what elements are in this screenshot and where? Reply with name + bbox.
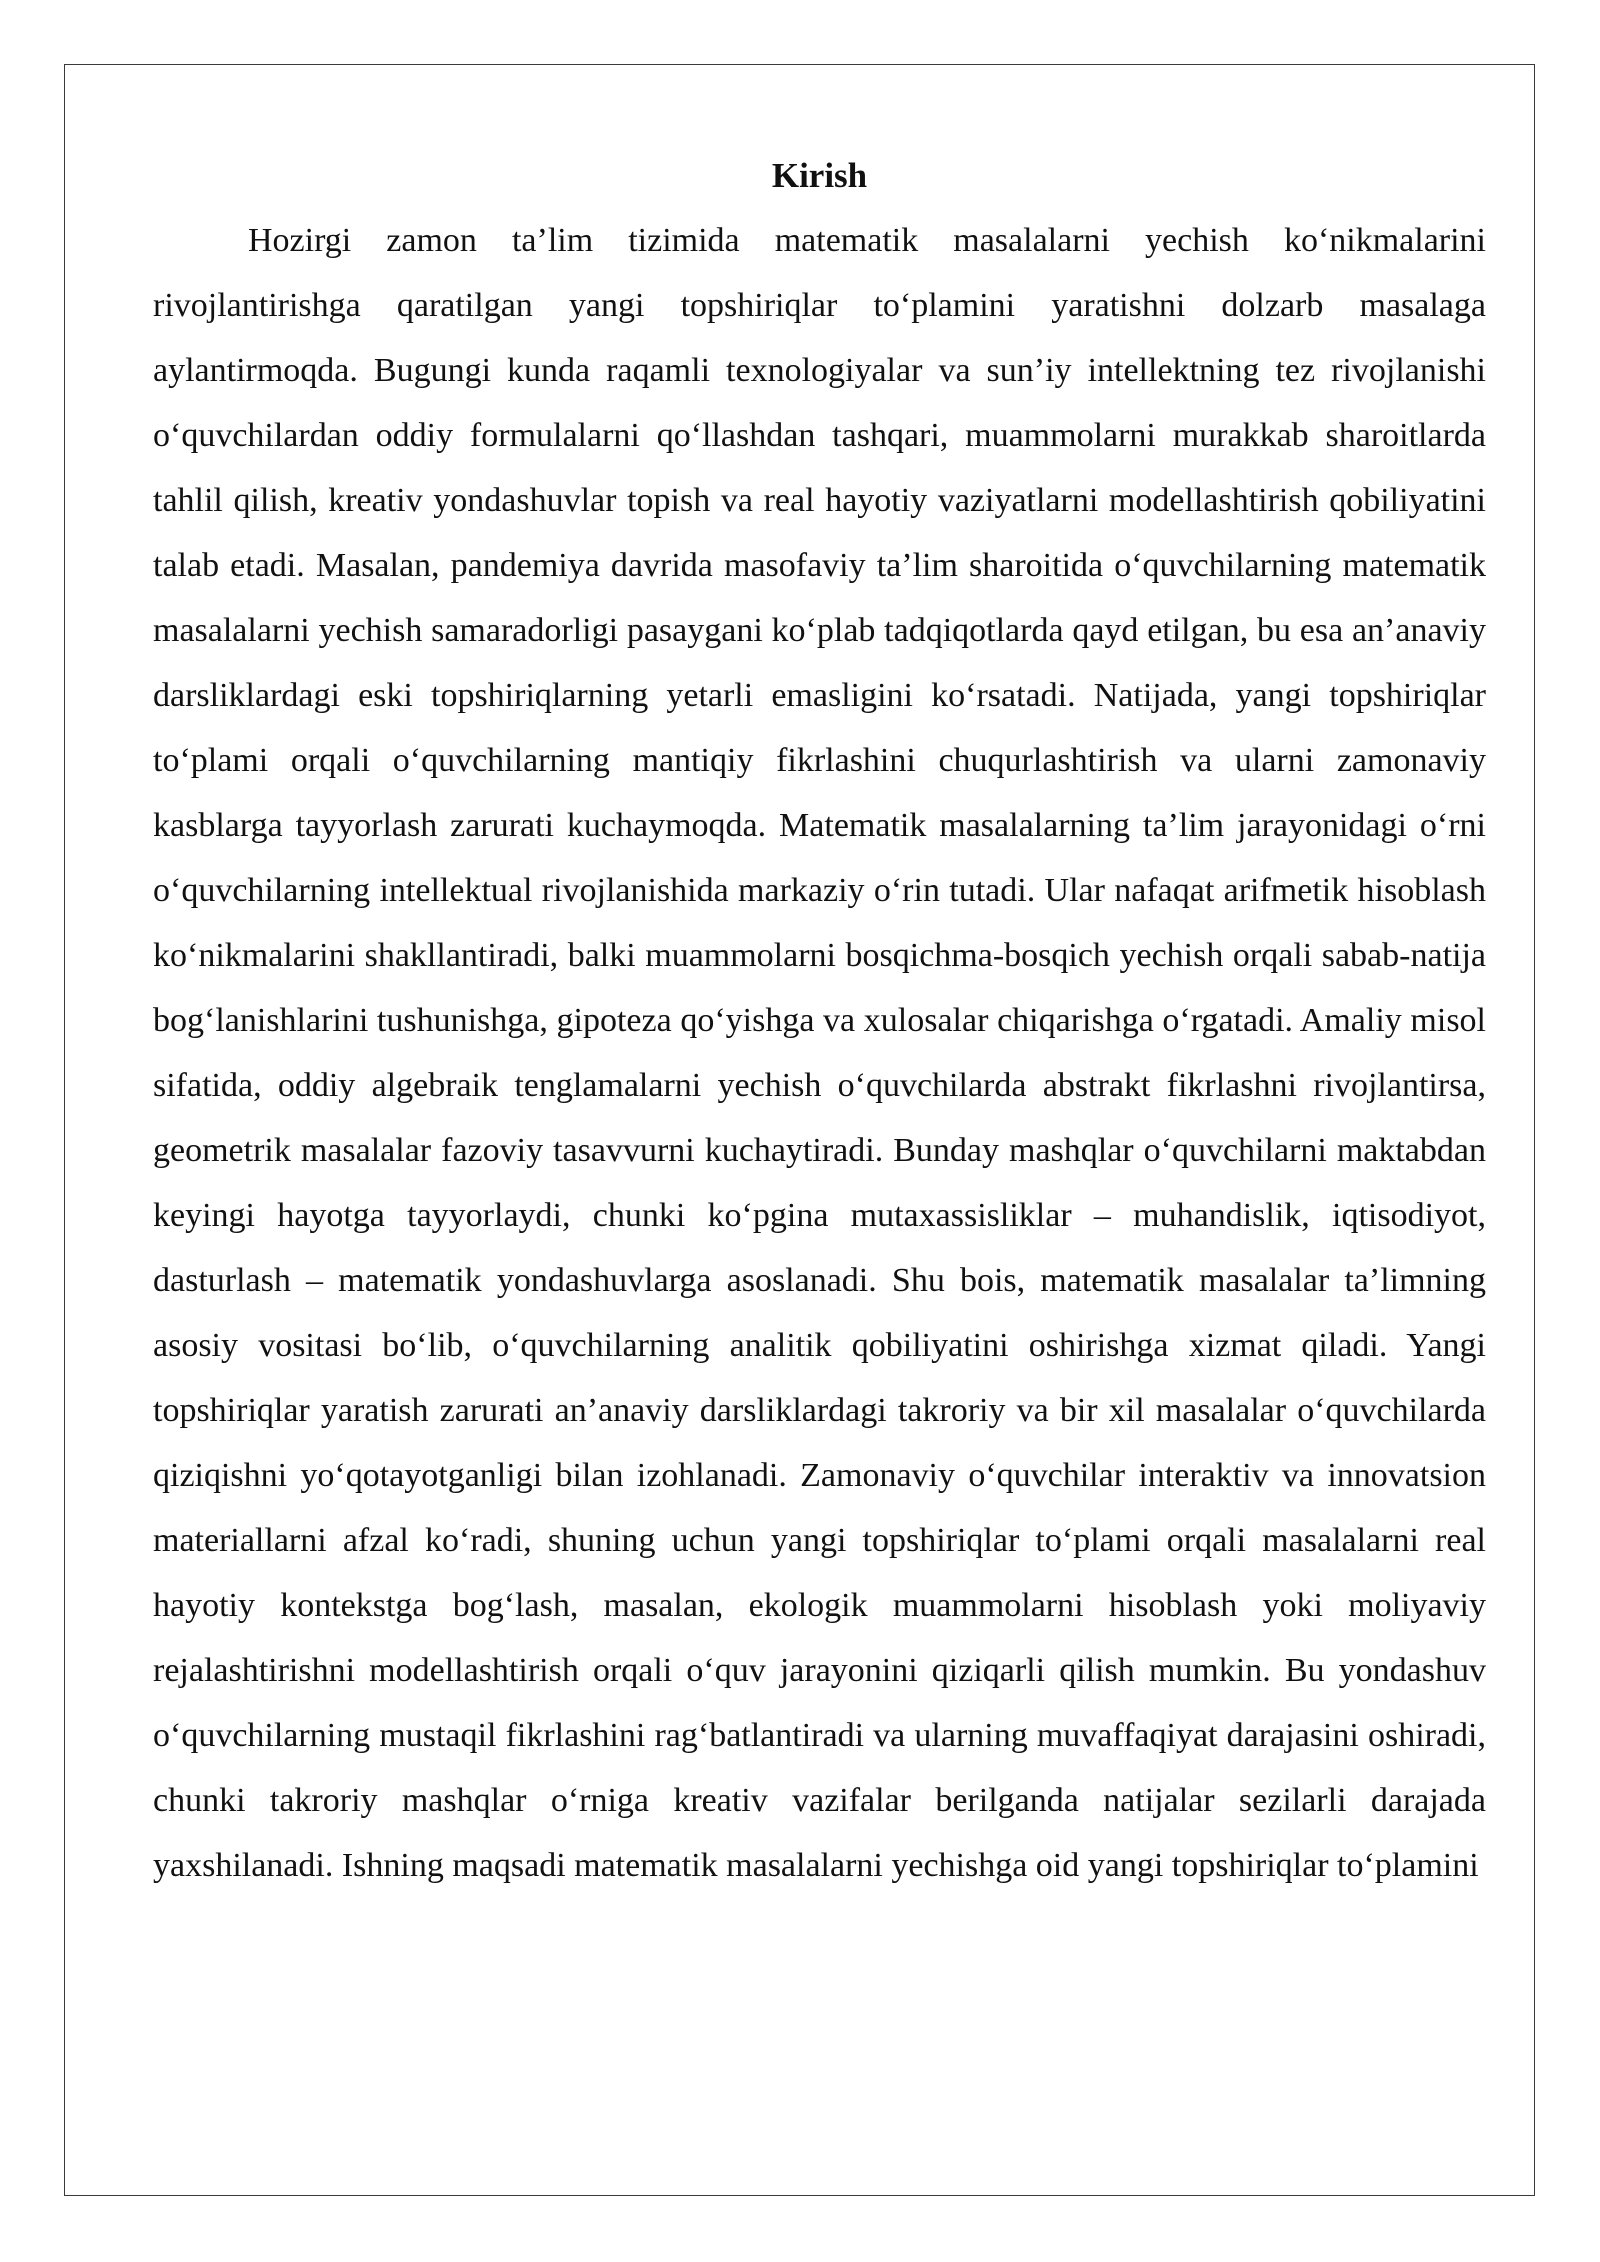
body-paragraph: Hozirgi zamon ta’lim tizimida matematik masalalarni yechish ko‘nikmalarini rivojlantirishga qaratilgan yangi topshiriqlar to‘plamini yaratishni dolzarb masalaga aylantirmoqda. Bugungi kunda raqamli texnologiyalar va sun’iy intellektning tez rivojlanishi o‘quvchilardan oddiy formulalarni qo‘llashdan tashqari, muammolarni murakkab sharoitlarda tahlil qilish, kreativ yondashuvlar topish va real hayotiy vaziyatlarni modellashtirish qobiliyatini talab etadi. Masalan, pandemiya davrida masofaviy ta’lim sharoitida o‘quvchilarning matematik masalalarni yechish samaradorligi pasaygani ko‘plab tadqiqotlarda qayd etilgan, bu esa an’anaviy darsliklardagi eski topshiriqlarning yetarli emasligini ko‘rsatadi. Natijada, yangi topshiriqlar to‘plami orqali o‘quvchilarning mantiqiy fikrlashini chuqurlashtirish va ularni zamonaviy kasblarga tayyorlash zarurati kuchaymoqda. Matematik masalalarning ta’lim jarayonidagi o‘rni o‘quvchilarning intellektual rivojlanishida markaziy o‘rin tutadi. Ular nafaqat arifmetik hisoblash ko‘nikmalarini shakllantiradi, balki muammolarni bosqichma-bosqich yechish orqali sabab-natija bog‘lanishlarini tushunishga, gipoteza qo‘yishga va xulosalar chiqarishga o‘rgatadi. Amaliy misol sifatida, oddiy algebraik tenglamalarni yechish o‘quvchilarda abstrakt fikrlashni rivojlantirsa, geometrik masalalar fazoviy tasavvurni kuchaytiradi. Bunday mashqlar o‘quvchilarni maktabdan keyingi hayotga tayyorlaydi, chunki ko‘pgina mutaxassisliklar – muhandislik, iqtisodiyot, dasturlash – matematik yondashuvlarga asoslanadi. Shu bois, matematik masalalar ta’limning asosiy vositasi bo‘lib, o‘quvchilarning analitik qobiliyatini oshirishga xizmat qiladi. Yangi topshiriqlar yaratish zarurati an’anaviy darsliklardagi takroriy va bir xil masalalar o‘quvchilarda qiziqishni yo‘qotayotganligi bilan izohlanadi. Zamonaviy o‘quvchilar interaktiv va innovatsion materiallarni afzal ko‘radi, shuning uchun yangi topshiriqlar to‘plami orqali masalalarni real hayotiy kontekstga bog‘lash, masalan, ekologik muammolarni hisoblash yoki moliyaviy rejalashtirishni modellashtirish orqali o‘quv jarayonini qiziqarli qilish mumkin. Bu yondashuv o‘quvchilarning mustaqil fikrlashini rag‘batlantiradi va ularning muvaffaqiyat darajasini oshiradi, chunki takroriy mashqlar o‘rniga kreativ vazifalar berilganda natijalar sezilarli darajada yaxshilanadi. Ishning maqsadi matematik masalalarni yechishga oid yangi topshiriqlar to‘plamini (153, 222, 1486, 1884)
document-heading: Kirish (771, 156, 868, 195)
document-content (153, 150, 1486, 1898)
